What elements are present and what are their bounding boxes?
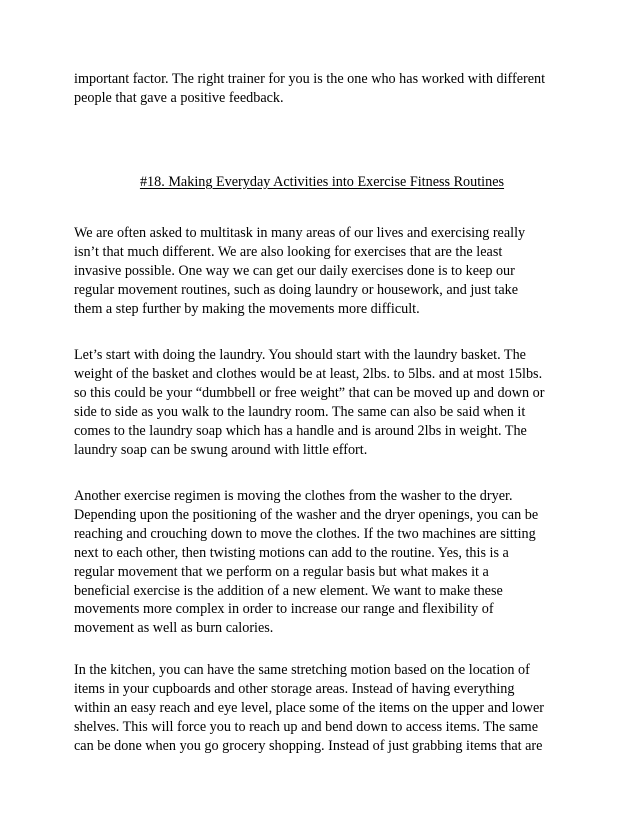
text-line: within an easy reach and eye level, place some of the items on the upper and lower — [74, 699, 544, 716]
text-line: comes to the laundry soap which has a handle and is around 2lbs in weight. The — [74, 422, 527, 439]
text-line: reaching and crouching down to move the clothes. If the two machines are sitting — [74, 525, 536, 542]
section-heading-text: #18. Making Everyday Activities into Exercise Fitness Routines — [139, 174, 505, 190]
text-line: We are often asked to multitask in many areas of our lives and exercising really — [74, 225, 526, 241]
text-line: next to each other, then twisting motions can add to the routine. Yes, this is a — [74, 544, 509, 561]
paragraph-kitchen — [74, 661, 570, 756]
text-line: them a step further by making the movements more difficult. — [74, 300, 420, 317]
text-line: can be done when you go grocery shopping. Instead of just grabbing items that are — [74, 737, 543, 754]
section-heading — [74, 173, 570, 192]
text-line: movement as well as burn calories. — [74, 620, 274, 637]
text-line: regular movement routines, such as doing laundry or housework, and just take — [74, 281, 519, 298]
text-line: Let’s start with doing the laundry. You should start with the laundry basket. The — [74, 347, 526, 363]
text-line: Another exercise regimen is moving the clothes from the washer to the dryer. — [74, 488, 513, 504]
text-line: important factor. The right trainer for you is the one who has worked with different — [74, 71, 546, 87]
paragraph-laundry — [74, 346, 570, 459]
paragraph-continued-intro — [74, 70, 570, 108]
text-line: weight of the basket and clothes would be at least, 2lbs. to 5lbs. and at most 15lbs. — [74, 365, 543, 382]
text-line: items in your cupboards and other storage areas. Instead of having everything — [74, 680, 515, 697]
text-line: shelves. This will force you to reach up and bend down to access items. The same — [74, 718, 538, 735]
paragraph-washer-dryer — [74, 487, 570, 638]
text-line: isn’t that much different. We are also looking for exercises that are the least — [74, 243, 503, 260]
text-line: so this could be your “dumbbell or free weight” that can be moved up and down or — [74, 384, 545, 401]
text-line: beneficial exercise is the addition of a new element. We want to make these — [74, 582, 503, 599]
text-line: regular movement that we perform on a regular basis but what makes it a — [74, 563, 489, 580]
text-line: side to side as you walk to the laundry room. The same can also be said when it — [74, 403, 526, 420]
text-line: In the kitchen, you can have the same stretching motion based on the location of — [74, 662, 530, 678]
text-line: people that gave a positive feedback. — [74, 89, 284, 106]
text-line: invasive possible. One way we can get our daily exercises done is to keep our — [74, 262, 515, 279]
text-line: movements more complex in order to increase our range and flexibility of — [74, 601, 494, 618]
paragraph-multitask — [74, 224, 570, 319]
text-line: Depending upon the positioning of the washer and the dryer openings, you can be — [74, 506, 539, 523]
text-line: laundry soap can be swung around with little effort. — [74, 441, 368, 458]
